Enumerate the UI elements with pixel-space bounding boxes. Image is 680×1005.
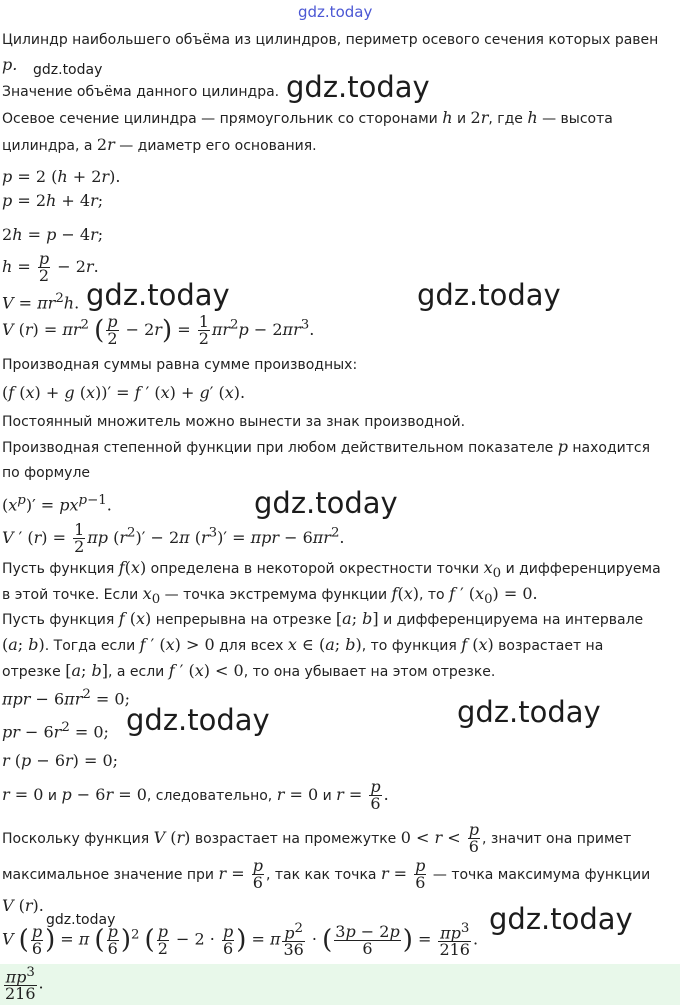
solution-line: Осевое сечение цилиндра — прямоугольник со сторонами h и 2r, где h — высота [2, 108, 613, 127]
solution-line: Поскольку функция V (r) возрастает на промежутке 0 < r < $\frac{p}{6}$ , значит она примет [2, 820, 632, 856]
watermark: gdz.today [86, 278, 230, 312]
solution-line: Постоянный множитель можно вынести за знак производной. [2, 414, 466, 430]
solution-line: Производная степенной функции при любом действительном показателе p находится [2, 437, 651, 456]
formula: p = 2 (h + 2r). [2, 167, 121, 186]
watermark: gdz.today [46, 912, 116, 928]
watermark: gdz.today [489, 902, 633, 936]
formula: V ′ (r) = $\frac{1}{2}$ πp $(r^2)' - 2\pi$ $(r^3)' = \pi pr - 6\pi r^2$. [2, 520, 345, 556]
problem-line: Цилиндр наибольшего объёма из цилиндров, периметр осевого сечения которых равен [2, 32, 659, 48]
problem-answer-label: Значение объёма данного цилиндра. [2, 84, 280, 100]
watermark: gdz.today [254, 486, 398, 520]
formula: $(x^p)' = px^{p-1}$. [2, 493, 112, 515]
formula: V ( $\frac{p}{6}$ ) = π ( $\frac{p}{6}$ )$^2$ ( $\frac{p}{2}$ − 2 · $\frac{p}{6}$ ) = π $\frac{p^2}{36}$ · ( $\frac{3p - 2p}{6}$ ) = $\frac{\pi p^3}{216}$ . [2, 921, 479, 960]
solution-line: по формуле [2, 465, 90, 481]
formula: $V = \pi r^2h$. [2, 291, 80, 313]
formula: V $(r) = \pi r^2$ ( $\frac{p}{2}$ − 2r) = $\frac{1}{2}$ $\pi r^2p - 2\pi r^3$. [2, 312, 315, 348]
formula: pr − $6r^2 = 0$; [2, 720, 109, 742]
answer-box [0, 964, 680, 1005]
formula: $\pi pr - 6\pi r^2 = 0$; [2, 687, 130, 709]
formula: p = 2h + 4r; [2, 191, 104, 210]
answer-formula: $\frac{\pi p^3}{216}$ . [5, 965, 44, 1004]
formula: V (r). [2, 896, 44, 915]
watermark: gdz.today [286, 70, 430, 104]
formula: h = $\frac{p}{2}$ − 2r. [2, 249, 99, 285]
solution-line: r = 0 и p − 6r = 0, следовательно, r = 0 и r = $\frac{p}{6}$ . [2, 777, 389, 813]
watermark: gdz.today [33, 62, 103, 78]
watermark-top: gdz.today [298, 3, 373, 21]
solution-line: в этой точке. Если $x_0$ — точка экстремума функции f(x), то f ′ $(x_0) = 0$. [2, 584, 538, 608]
solution-line: цилиндра, а 2r — диаметр его основания. [2, 135, 317, 154]
solution-line: Пусть функция f (x) непрерывна на отрезке [a; b] и дифференцируема на интервале [2, 609, 644, 628]
solution-line: максимальное значение при r = $\frac{p}{6}$ , так как точка r = $\frac{p}{6}$ — точка максимума функции [2, 856, 651, 892]
watermark: gdz.today [126, 703, 270, 737]
solution-line: Производная суммы равна сумме производных: [2, 357, 358, 373]
formula: 2h = p − 4r; [2, 225, 104, 244]
watermark: gdz.today [417, 278, 561, 312]
formula: r (p − 6r) = 0; [2, 751, 119, 770]
formula: (f (x) + g (x))′ = f ′ (x) + g′ (x). [2, 383, 246, 402]
solution-line: отрезке [a; b], а если f ′ (x) < 0, то она убывает на этом отрезке. [2, 661, 496, 680]
watermark: gdz.today [457, 695, 601, 729]
solution-line: Пусть функция f(x) определена в некоторой окрестности точки $x_0$ и дифференцируема [2, 558, 661, 582]
problem-line: p. [2, 55, 18, 74]
solution-line: (a; b). Тогда если f ′ (x) > 0 для всех x ∈ (a; b), то функция f (x) возрастает на [2, 635, 604, 654]
